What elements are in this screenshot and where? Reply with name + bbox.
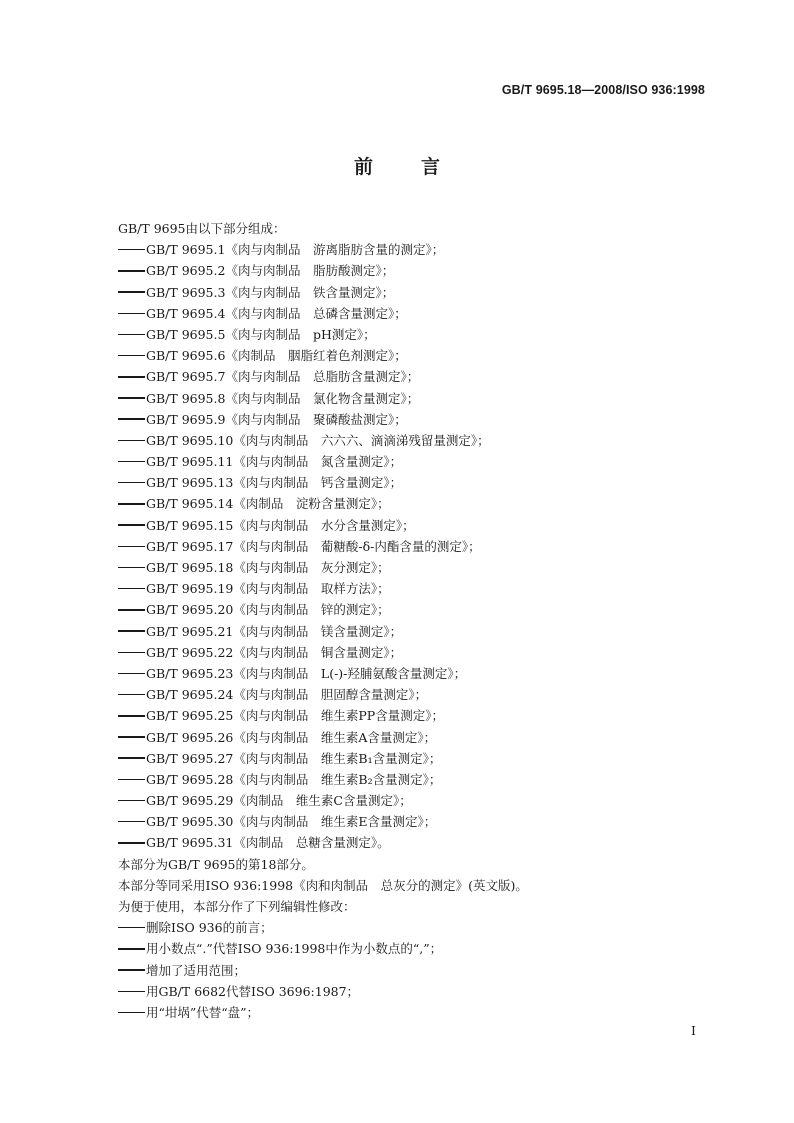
em-dash-marker bbox=[118, 376, 145, 377]
part-list-item bbox=[118, 727, 718, 748]
em-dash-marker bbox=[118, 715, 145, 716]
part-title: 《肉与肉制品 灰分测定》； bbox=[233, 560, 390, 575]
part-list-item bbox=[118, 260, 718, 281]
part-list-item bbox=[118, 303, 718, 324]
part-title: 《肉与肉制品 pH测定》； bbox=[225, 326, 376, 342]
part-list-item bbox=[118, 621, 718, 642]
em-dash-marker bbox=[118, 546, 145, 547]
em-dash-marker bbox=[118, 673, 145, 674]
edit-list-item bbox=[118, 981, 718, 1002]
em-dash-marker bbox=[118, 609, 145, 610]
part-title: 《肉与肉制品 聚磷酸盐测定》； bbox=[225, 411, 407, 427]
foreword-body bbox=[118, 218, 718, 1023]
part-list-item bbox=[118, 366, 718, 387]
em-dash-marker bbox=[118, 461, 145, 462]
em-dash-marker bbox=[118, 567, 145, 568]
part-list-item bbox=[118, 324, 718, 345]
em-dash-marker bbox=[118, 779, 145, 780]
part-title: 《肉与肉制品 葡糖酸-δ-内酯含量的测定》； bbox=[233, 538, 481, 554]
part-title: 《肉制品 淀粉含量测定》； bbox=[233, 496, 390, 512]
part-title: 《肉与肉制品 总磷含量测定》； bbox=[225, 305, 407, 321]
edits-list bbox=[118, 917, 718, 1023]
part-code: GB/T 9695.6 bbox=[146, 348, 226, 364]
em-dash-marker bbox=[118, 969, 145, 970]
edit-text: 增加了适用范围； bbox=[146, 962, 247, 978]
statement-edits: 为便于使用，本部分作了下列编辑性修改： bbox=[118, 899, 356, 914]
part-list-item bbox=[118, 515, 718, 536]
part-title: 《肉制品 维生素C含量测定》； bbox=[233, 793, 412, 809]
part-code: GB/T 9695.1 bbox=[146, 242, 226, 258]
part-code: GB/T 9695.27 bbox=[146, 750, 234, 766]
part-code: GB/T 9695.20 bbox=[146, 602, 234, 618]
part-list-item bbox=[118, 684, 718, 705]
part-code: GB/T 9695.7 bbox=[146, 369, 226, 385]
em-dash-marker bbox=[118, 1012, 145, 1013]
part-list-item bbox=[118, 430, 718, 451]
part-list-item bbox=[118, 769, 718, 790]
part-list-item bbox=[118, 345, 718, 366]
part-code: GB/T 9695.10 bbox=[146, 432, 234, 448]
part-title: 《肉与肉制品 锌的测定》； bbox=[233, 602, 390, 618]
em-dash-marker bbox=[118, 736, 145, 737]
em-dash-marker bbox=[118, 270, 145, 271]
em-dash-marker bbox=[118, 334, 145, 335]
em-dash-marker bbox=[118, 313, 145, 314]
part-list-item bbox=[118, 493, 718, 514]
em-dash-marker bbox=[118, 948, 145, 949]
part-title: 《肉与肉制品 维生素PP含量测定》； bbox=[233, 708, 444, 724]
part-title: 《肉与肉制品 胆固醇含量测定》； bbox=[233, 687, 428, 703]
part-code: GB/T 9695.2 bbox=[146, 263, 226, 279]
em-dash-marker bbox=[118, 291, 145, 292]
edit-list-item bbox=[118, 938, 718, 959]
part-list-item bbox=[118, 578, 718, 599]
part-code: GB/T 9695.29 bbox=[146, 793, 234, 809]
part-code: GB/T 9695.23 bbox=[146, 665, 234, 681]
part-code: GB/T 9695.13 bbox=[146, 475, 234, 491]
part-code: GB/T 9695.24 bbox=[146, 687, 234, 703]
em-dash-marker bbox=[118, 630, 145, 631]
em-dash-marker bbox=[118, 821, 145, 822]
part-code: GB/T 9695.11 bbox=[146, 454, 234, 470]
parts-list bbox=[118, 239, 718, 853]
statement-adopt: 本部分等同采用ISO 936:1998《肉和肉制品 总灰分的测定》(英文版)。 bbox=[118, 877, 528, 893]
part-code: GB/T 9695.15 bbox=[146, 517, 234, 533]
part-code: GB/T 9695.3 bbox=[146, 284, 226, 300]
em-dash-marker bbox=[118, 355, 145, 356]
part-list-item bbox=[118, 663, 718, 684]
em-dash-marker bbox=[118, 588, 145, 589]
part-code: GB/T 9695.30 bbox=[146, 814, 234, 830]
edit-text: 用GB/T 6682代替ISO 3696:1987； bbox=[146, 983, 360, 999]
part-list-item bbox=[118, 642, 718, 663]
em-dash-marker bbox=[118, 694, 145, 695]
part-title: 《肉与肉制品 游离脂肪含量的测定》； bbox=[225, 242, 445, 258]
part-code: GB/T 9695.19 bbox=[146, 581, 234, 597]
part-title: 《肉与肉制品 维生素E含量测定》； bbox=[233, 814, 437, 830]
part-title: 《肉制品 总糖含量测定》。 bbox=[233, 835, 390, 851]
part-title: 《肉与肉制品 镁含量测定》； bbox=[233, 623, 403, 639]
em-dash-marker bbox=[118, 652, 145, 653]
em-dash-marker bbox=[118, 440, 145, 441]
part-code: GB/T 9695.28 bbox=[146, 771, 234, 787]
page-number: I bbox=[691, 1023, 696, 1038]
em-dash-marker bbox=[118, 524, 145, 525]
part-title: 《肉与肉制品 总脂肪含量测定》； bbox=[225, 369, 420, 385]
part-title: 《肉与肉制品 维生素B₁含量测定》； bbox=[233, 750, 442, 766]
part-code: GB/T 9695.26 bbox=[146, 729, 234, 745]
part-code: GB/T 9695.8 bbox=[146, 390, 226, 406]
edit-list-item bbox=[118, 917, 718, 938]
part-title: 《肉与肉制品 维生素A含量测定》； bbox=[233, 729, 437, 745]
part-code: GB/T 9695.25 bbox=[146, 708, 234, 724]
part-title: 《肉制品 胭脂红着色剂测定》； bbox=[225, 348, 407, 364]
part-list-item bbox=[118, 811, 718, 832]
part-title: 《肉与肉制品 氯化物含量测定》； bbox=[225, 390, 420, 406]
part-title: 《肉与肉制品 维生素B₂含量测定》； bbox=[233, 771, 442, 787]
em-dash-marker bbox=[118, 249, 145, 250]
part-title: 《肉与肉制品 钙含量测定》； bbox=[233, 475, 403, 491]
part-list-item bbox=[118, 409, 718, 430]
part-title: 《肉与肉制品 脂肪酸测定》； bbox=[225, 263, 395, 279]
edit-list-item bbox=[118, 960, 718, 981]
part-list-item bbox=[118, 536, 718, 557]
em-dash-marker bbox=[118, 927, 145, 928]
part-list-item bbox=[118, 748, 718, 769]
em-dash-marker bbox=[118, 503, 145, 504]
statement-part: 本部分为GB/T 9695的第18部分。 bbox=[118, 856, 314, 872]
part-code: GB/T 9695.5 bbox=[146, 326, 226, 342]
em-dash-marker bbox=[118, 842, 145, 843]
part-list-item bbox=[118, 472, 718, 493]
part-code: GB/T 9695.18 bbox=[146, 560, 234, 575]
part-code: GB/T 9695.17 bbox=[146, 538, 234, 554]
part-list-item bbox=[118, 832, 718, 853]
part-title: 《肉与肉制品 铜含量测定》； bbox=[233, 644, 403, 660]
part-list-item bbox=[118, 282, 718, 303]
part-title: 《肉与肉制品 L(-)-羟脯氨酸含量测定》； bbox=[233, 665, 467, 681]
em-dash-marker bbox=[118, 800, 145, 801]
em-dash-marker bbox=[118, 757, 145, 758]
edit-text: 删除ISO 936的前言； bbox=[146, 920, 273, 936]
em-dash-marker bbox=[118, 418, 145, 419]
part-title: 《肉与肉制品 铁含量测定》； bbox=[225, 284, 395, 300]
part-title: 《肉与肉制品 取样方法》； bbox=[233, 581, 390, 597]
part-code: GB/T 9695.21 bbox=[146, 623, 234, 639]
intro-text: GB/T 9695由以下部分组成： bbox=[118, 221, 286, 236]
edit-text: 用“坩埚”代替“盘”； bbox=[146, 1004, 260, 1020]
standard-header: GB/T 9695.18—2008/ISO 936:1998 bbox=[501, 83, 705, 97]
edit-text: 用小数点“.”代替ISO 936:1998中作为小数点的“,”； bbox=[146, 941, 443, 957]
em-dash-marker bbox=[118, 991, 145, 992]
part-code: GB/T 9695.9 bbox=[146, 411, 226, 427]
part-list-item bbox=[118, 451, 718, 472]
part-list-item bbox=[118, 705, 718, 726]
part-code: GB/T 9695.14 bbox=[146, 496, 234, 512]
part-title: 《肉与肉制品 水分含量测定》； bbox=[233, 517, 415, 533]
part-list-item bbox=[118, 557, 718, 578]
part-code: GB/T 9695.4 bbox=[146, 305, 226, 321]
part-title: 《肉与肉制品 六六六、滴滴涕残留量测定》； bbox=[233, 432, 490, 448]
edit-list-item bbox=[118, 1002, 718, 1023]
em-dash-marker bbox=[118, 482, 145, 483]
part-list-item bbox=[118, 239, 718, 260]
part-list-item bbox=[118, 388, 718, 409]
part-code: GB/T 9695.31 bbox=[146, 835, 234, 851]
page-title: 前言 bbox=[353, 156, 488, 178]
part-list-item bbox=[118, 790, 718, 811]
part-code: GB/T 9695.22 bbox=[146, 644, 234, 660]
part-title: 《肉与肉制品 氮含量测定》； bbox=[233, 454, 403, 470]
part-list-item bbox=[118, 599, 718, 620]
em-dash-marker bbox=[118, 397, 145, 398]
